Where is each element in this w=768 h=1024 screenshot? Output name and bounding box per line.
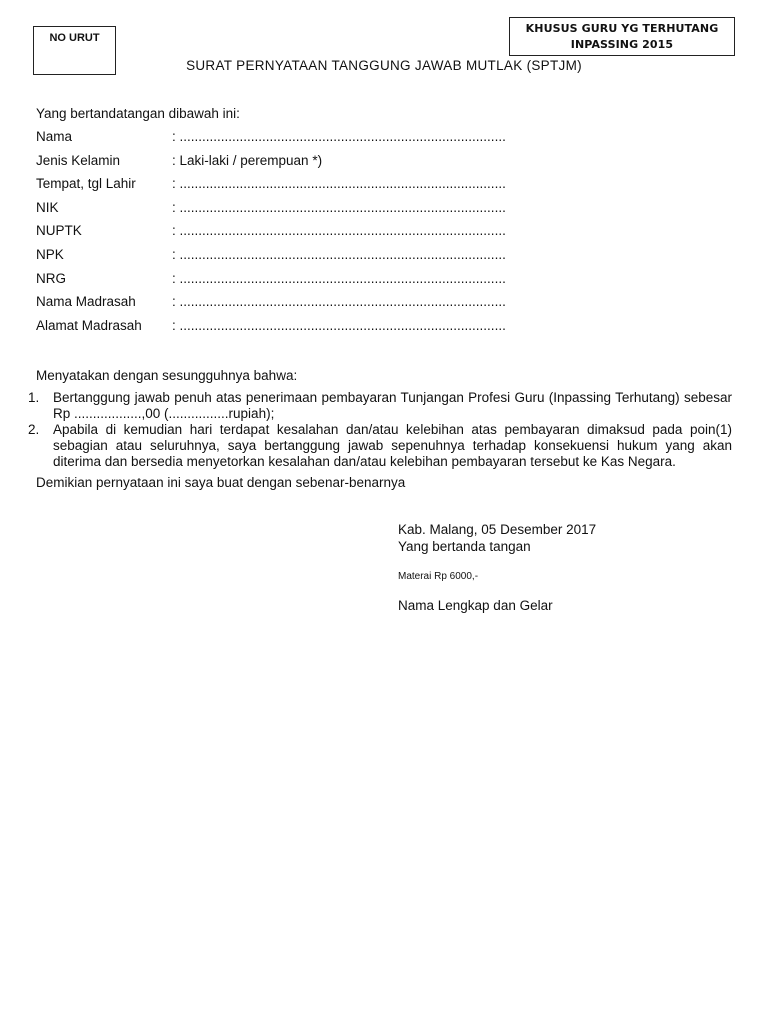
field-row-nik bbox=[36, 200, 506, 224]
field-row-nrg bbox=[36, 271, 506, 295]
field-label: Alamat Madrasah bbox=[36, 317, 142, 333]
field-label: Tempat, tgl Lahir bbox=[36, 176, 136, 192]
khusus-line-1: KHUSUS GURU YG TERHUTANG bbox=[525, 22, 719, 35]
declaration-intro: Menyatakan dengan sesungguhnya bahwa: bbox=[36, 368, 298, 383]
field-row-alamat-madrasah bbox=[36, 318, 506, 342]
identity-fields bbox=[36, 129, 506, 341]
field-row-jenis-kelamin bbox=[36, 153, 506, 177]
signer-label: Yang bertanda tangan bbox=[398, 539, 531, 554]
field-row-nama bbox=[36, 129, 506, 153]
field-label: NPK bbox=[36, 246, 64, 262]
closing-text: Demikian pernyataan ini saya buat dengan sebenar-benarnya bbox=[36, 475, 406, 490]
field-value: : ....................................................................................... bbox=[172, 223, 506, 239]
khusus-line-2: INPASSING 2015 bbox=[570, 38, 674, 51]
field-value: : ....................................................................................... bbox=[172, 317, 506, 333]
field-value: : ....................................................................................... bbox=[172, 294, 506, 310]
signature-block bbox=[398, 522, 596, 556]
field-label: NRG bbox=[36, 270, 66, 286]
statement-list bbox=[28, 390, 732, 470]
field-row-nuptk bbox=[36, 223, 506, 247]
field-value: : ....................................................................................... bbox=[172, 199, 506, 215]
field-value: : Laki-laki / perempuan *) bbox=[172, 152, 323, 168]
statement-text: Apabila di kemudian hari terdapat kesalahan dan/atau kelebihan atas pembayaran dimaksud pada poin(1) sebagian atau seluruhnya, saya bertanggung jawab sepenuhnya terhadap konsekuensi hukum yang akan diterima dan bersedia menyetorkan kesalahan dan/atau kelebihan pembayaran tersebut ke Kas Negara. bbox=[53, 422, 732, 469]
field-row-nama-madrasah bbox=[36, 294, 506, 318]
no-urut-label: NO URUT bbox=[49, 32, 100, 44]
field-value: : ....................................................................................... bbox=[172, 176, 506, 192]
field-value: : ....................................................................................... bbox=[172, 246, 506, 262]
khusus-box bbox=[509, 17, 735, 56]
field-row-tempat-tgl-lahir bbox=[36, 176, 506, 200]
place-date: Kab. Malang, 05 Desember 2017 bbox=[398, 522, 597, 537]
field-label: Nama bbox=[36, 129, 73, 144]
field-value: : ....................................................................................... bbox=[172, 270, 506, 286]
field-label: Jenis Kelamin bbox=[36, 152, 121, 168]
field-label: NIK bbox=[36, 199, 59, 215]
statement-number: 1. bbox=[28, 390, 40, 405]
materai-note: Materai Rp 6000,- bbox=[398, 571, 479, 582]
field-label: Nama Madrasah bbox=[36, 294, 136, 310]
intro-text: Yang bertandatangan dibawah ini: bbox=[36, 106, 240, 121]
field-value: : ....................................................................................... bbox=[172, 129, 506, 144]
statement-text: Bertanggung jawab penuh atas penerimaan pembayaran Tunjangan Profesi Guru (Inpassing Terhutang) sebesar Rp ..................,00 (................rupiah); bbox=[53, 390, 732, 421]
full-name-label: Nama Lengkap dan Gelar bbox=[398, 598, 553, 613]
statement-item bbox=[28, 390, 732, 422]
field-row-npk bbox=[36, 247, 506, 271]
field-label: NUPTK bbox=[36, 223, 82, 239]
statement-number: 2. bbox=[28, 422, 40, 437]
document-title: SURAT PERNYATAAN TANGGUNG JAWAB MUTLAK (SPTJM) bbox=[186, 58, 582, 73]
statement-item bbox=[28, 422, 732, 470]
